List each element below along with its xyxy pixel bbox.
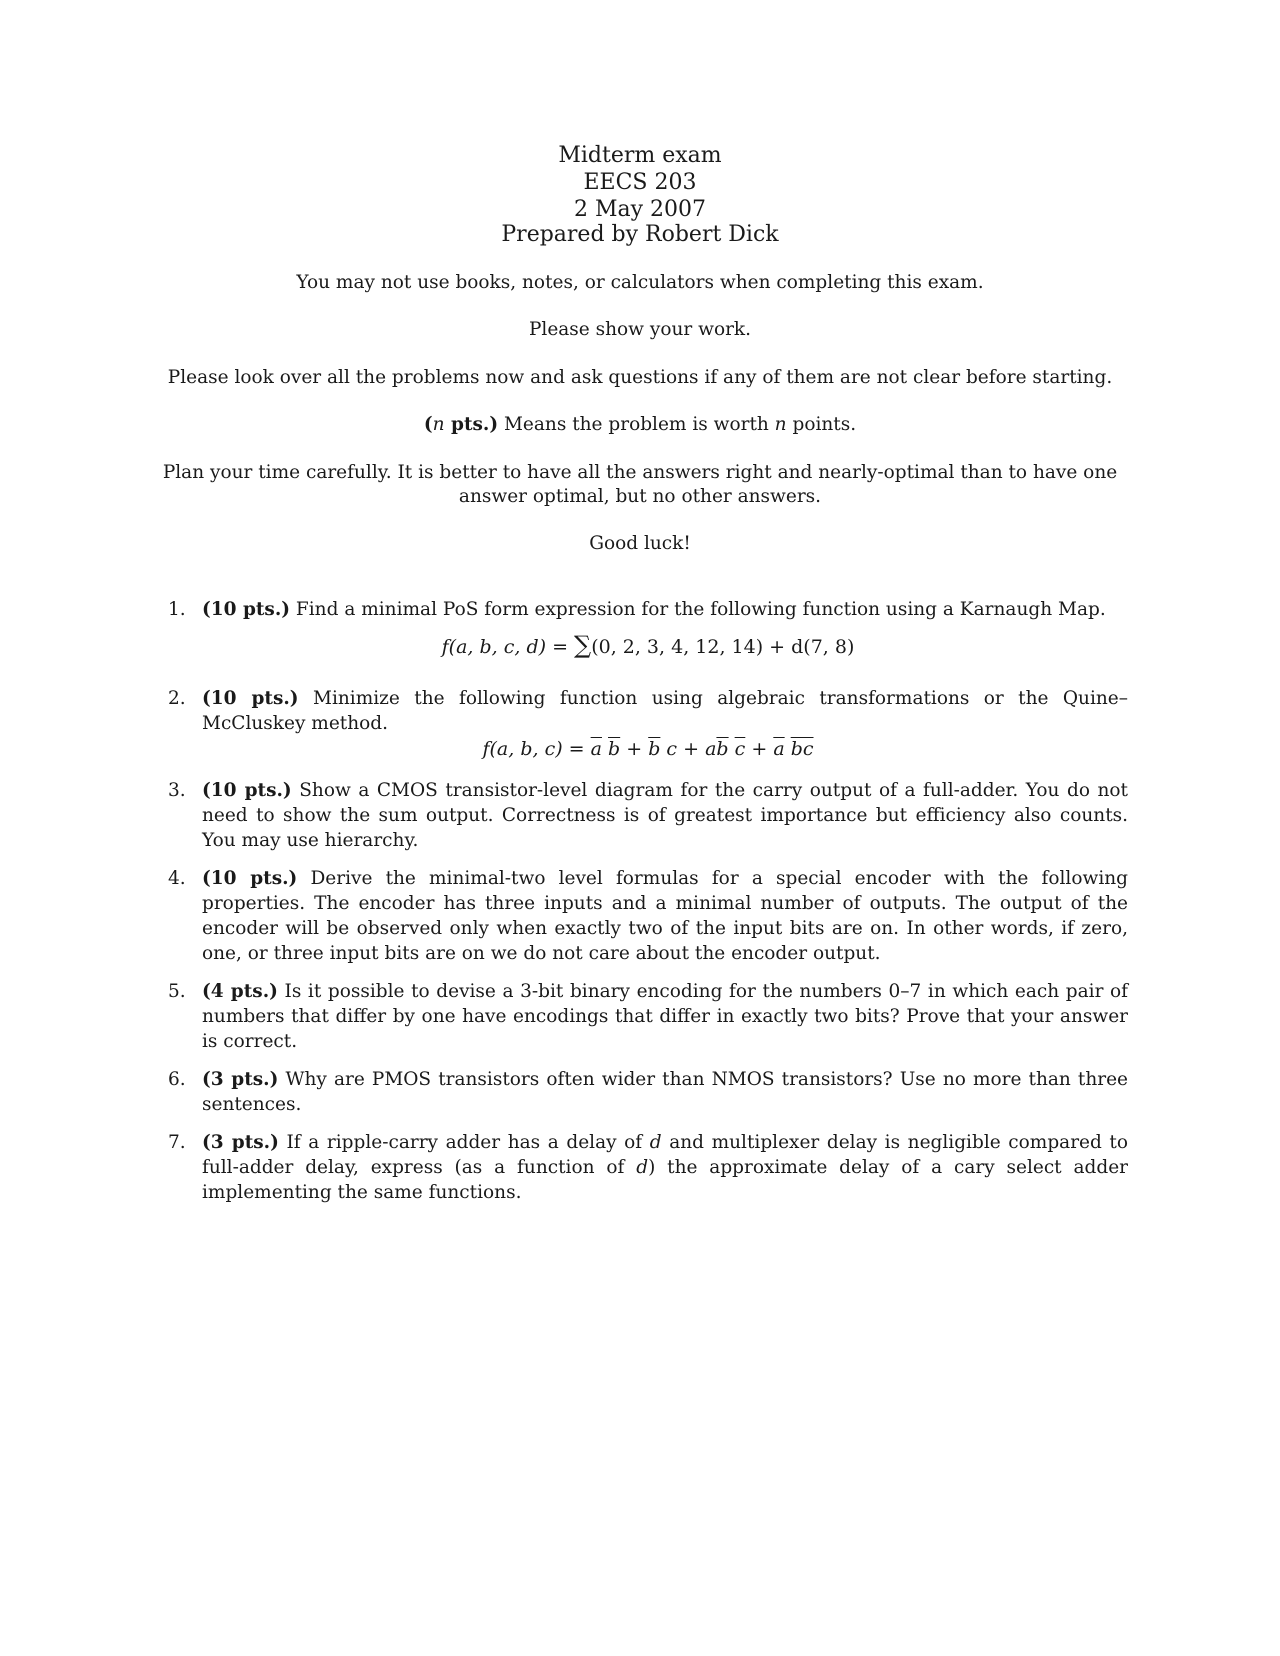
problem-text: Derive the minimal-two level formulas for a special encoder with the following properties. The encoder has three inputs and a minimal number of outputs. The output of the encoder will be observed only when exactly two of the input bits are on. In other words, if zero, one, or three input bits are on we do not care about the encoder output. bbox=[202, 868, 1128, 964]
instruction-plan-line1: Plan your time carefully. It is better to have all the answers right and nearly-optimal than to have one bbox=[162, 462, 1118, 483]
term1-b: $\overline{b}$ bbox=[608, 738, 621, 760]
problem-points: (10 pts.) bbox=[202, 780, 292, 801]
plus-3: + bbox=[751, 738, 768, 760]
points-end: points. bbox=[786, 414, 857, 435]
problem-3 bbox=[168, 778, 1128, 853]
plus-2: + bbox=[683, 738, 700, 760]
instruction-points bbox=[0, 412, 1280, 437]
problem-points: (3 pts.) bbox=[202, 1132, 279, 1153]
problem-number: 1. bbox=[168, 599, 186, 620]
problem-points: (10 pts.) bbox=[202, 868, 298, 889]
course-code: EECS 203 bbox=[583, 170, 697, 195]
instruction-show-work: Please show your work. bbox=[528, 319, 752, 340]
problem-2-formula bbox=[168, 736, 1128, 762]
var-d: d bbox=[636, 1157, 649, 1178]
term1-a: $\overline{a}$ bbox=[590, 738, 602, 760]
problem-text: Is it possible to devise a 3-bit binary encoding for the numbers 0–7 in which each pair of numbers that differ by one have encodings that differ in exactly two bits? Prove that your answer is correct. bbox=[202, 981, 1129, 1052]
var-d: d bbox=[649, 1132, 662, 1153]
problem-points: (10 pts.) bbox=[202, 599, 291, 620]
points-mid: Means the problem is worth bbox=[498, 414, 775, 435]
points-var2: n bbox=[774, 414, 787, 435]
problem-number: 5. bbox=[168, 981, 186, 1002]
problem-1-formula bbox=[168, 632, 1128, 660]
problem-list bbox=[168, 597, 1128, 1205]
problem-7 bbox=[168, 1130, 1128, 1205]
formula-rhs: (0, 2, 3, 4, 12, 14) + d(7, 8) bbox=[591, 636, 855, 658]
term2-b: $\overline{b}$ bbox=[648, 738, 661, 760]
problem-text-a: If a ripple-carry adder has a delay of bbox=[286, 1132, 650, 1153]
problem-points: (3 pts.) bbox=[202, 1069, 279, 1090]
points-bold: pts.) bbox=[444, 414, 499, 435]
problem-text: Why are PMOS transistors often wider than NMOS transistors? Use no more than three sentences. bbox=[202, 1069, 1129, 1115]
problem-number: 6. bbox=[168, 1069, 186, 1090]
problem-text: Find a minimal PoS form expression for the following function using a Karnaugh Map. bbox=[295, 599, 1106, 620]
problem-2 bbox=[168, 686, 1128, 762]
problem-text: Minimize the following function using algebraic transformations or the Quine–McCluskey method. bbox=[202, 688, 1129, 734]
problem-points: (10 pts.) bbox=[202, 688, 299, 709]
problem-1 bbox=[168, 597, 1128, 660]
sigma-symbol: ∑ bbox=[574, 631, 592, 659]
formula-lhs: f(a, b, c) = bbox=[482, 738, 585, 760]
term3-c: $\overline{c}$ bbox=[734, 738, 746, 760]
instruction-look-over: Please look over all the problems now and ask questions if any of them are not clear before starting. bbox=[167, 367, 1113, 388]
problem-number: 7. bbox=[168, 1132, 186, 1153]
instruction-plan-line2: answer optimal, but no other answers. bbox=[458, 486, 822, 507]
problem-text-b: and multiplexer delay is negligible compared to full-adder delay, express (as a function of bbox=[202, 1132, 1129, 1178]
instruction-no-aids: You may not use books, notes, or calculators when completing this exam. bbox=[296, 272, 984, 293]
problem-text: Show a CMOS transistor-level diagram for the carry output of a full-adder. You do not need to show the sum output. Correctness is of greatest importance but efficiency also counts. You may use hierarchy. bbox=[202, 780, 1128, 851]
term2-c: c bbox=[666, 738, 678, 760]
problem-4 bbox=[168, 866, 1128, 966]
term4-a: $\overline{a}$ bbox=[773, 738, 785, 760]
points-var: n bbox=[432, 414, 445, 435]
instruction-good-luck: Good luck! bbox=[589, 533, 691, 554]
term3-a: a bbox=[705, 738, 717, 760]
problem-points: (4 pts.) bbox=[202, 981, 278, 1002]
problem-number: 4. bbox=[168, 868, 186, 889]
formula-lhs: f(a, b, c, d) = bbox=[441, 636, 568, 658]
term4-bc: $\overline{bc}$ bbox=[790, 738, 814, 760]
points-open: ( bbox=[423, 414, 433, 435]
exam-title: Midterm exam bbox=[558, 143, 722, 168]
exam-author: Prepared by Robert Dick bbox=[501, 222, 779, 247]
exam-date: 2 May 2007 bbox=[573, 197, 707, 222]
problem-number: 2. bbox=[168, 688, 186, 709]
problem-5 bbox=[168, 979, 1128, 1054]
problem-text-c: ) the approximate delay of a cary select adder implementing the same functions. bbox=[202, 1157, 1128, 1203]
problem-6 bbox=[168, 1067, 1128, 1117]
plus-1: + bbox=[626, 738, 643, 760]
term3-b: $\overline{b}$ bbox=[716, 738, 729, 760]
problem-number: 3. bbox=[168, 780, 186, 801]
